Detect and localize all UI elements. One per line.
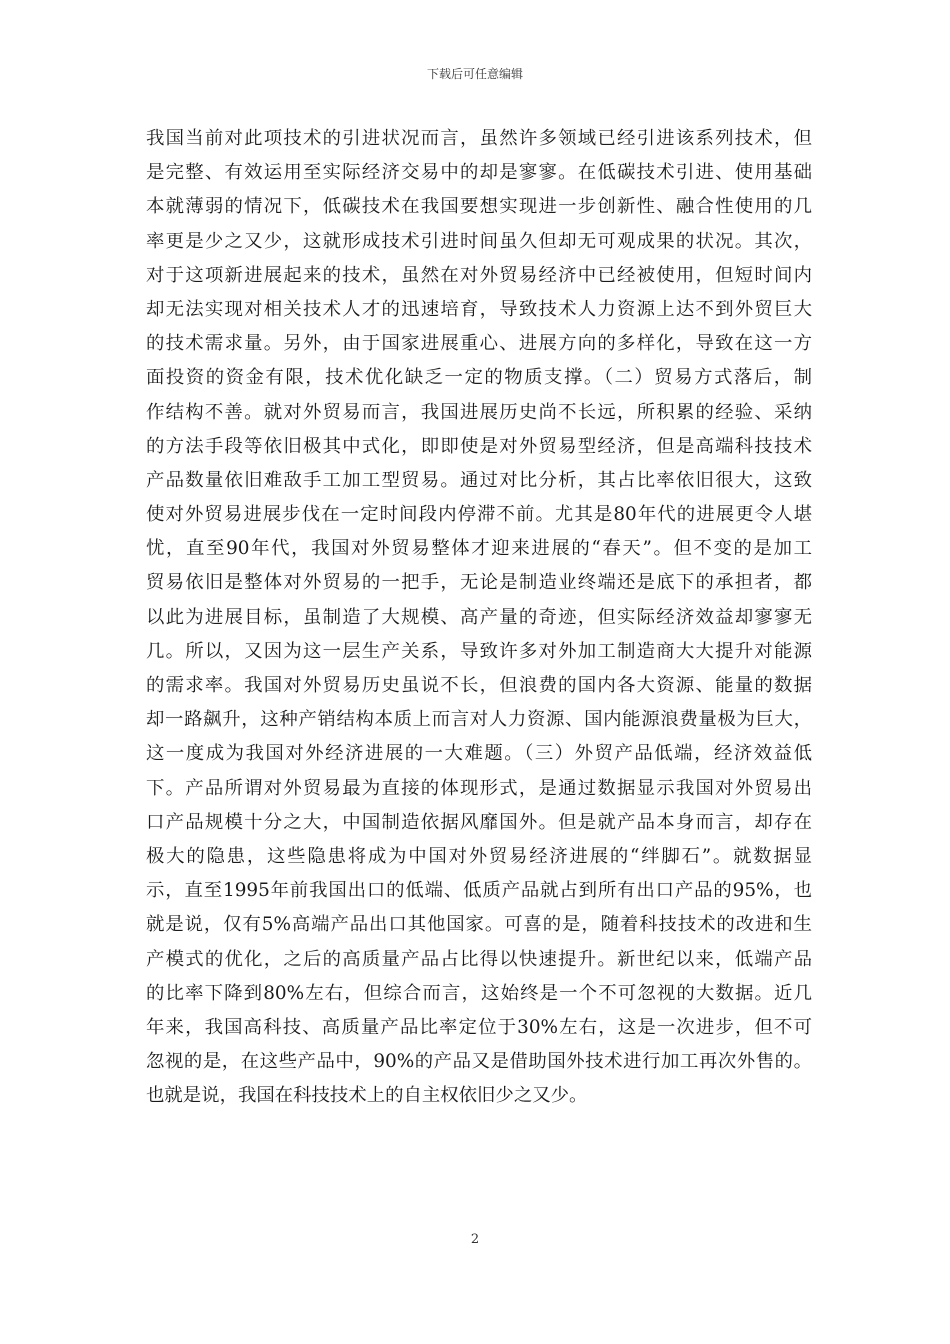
text-line: 本就薄弱的情况下，低碳技术在我国要想实现进一步创新性、融合性使用的几	[146, 196, 812, 218]
text-line: 是完整、有效运用至实际经济交易中的却是寥寥。在低碳技术引进、使用基础	[146, 162, 812, 184]
text-line: 以此为进展目标，虽制造了大规模、高产量的奇迹，但实际经济效益却寥寥无	[146, 606, 812, 628]
text-line: 就是说，仅有5%高端产品出口其他国家。可喜的是，随着科技技术的改进和生	[146, 914, 812, 936]
text-line: 口产品规模十分之大，中国制造依据风靡国外。但是就产品本身而言，却存在	[146, 811, 812, 833]
text-line: 贸易依旧是整体对外贸易的一把手，无论是制造业终端还是底下的承担者，都	[146, 572, 812, 594]
text-line: 却一路飙升，这种产销结构本质上而言对人力资源、国内能源浪费量极为巨大，	[146, 709, 812, 731]
text-line: 几。所以，又因为这一层生产关系，导致许多对外加工制造商大大提升对能源	[146, 640, 812, 662]
text-line: 对于这项新进展起来的技术，虽然在对外贸易经济中已经被使用，但短时间内	[146, 264, 812, 286]
text-line: 的比率下降到80%左右，但综合而言，这始终是一个不可忽视的大数据。近几	[146, 982, 812, 1004]
text-line: 也就是说，我国在科技技术上的自主权依旧少之又少。	[146, 1085, 588, 1107]
text-line: 的方法手段等依旧极其中式化，即即使是对外贸易型经济，但是高端科技技术	[146, 435, 812, 457]
text-line: 的技术需求量。另外，由于国家进展重心、进展方向的多样化，导致在这一方	[146, 333, 812, 355]
text-line: 下。产品所谓对外贸易最为直接的体现形式，是通过数据显示我国对外贸易出	[146, 777, 812, 799]
page-number: 2	[470, 1232, 480, 1247]
text-line: 示，直至1995年前我国出口的低端、低质产品就占到所有出口产品的95%，也	[146, 880, 812, 902]
text-line: 这一度成为我国对外经济进展的一大难题。（三）外贸产品低端，经济效益低	[146, 743, 812, 765]
text-line: 极大的隐患，这些隐患将成为中国对外贸易经济进展的“绊脚石”。就数据显	[146, 845, 812, 867]
text-line: 忽视的是，在这些产品中，90%的产品又是借助国外技术进行加工再次外售的。	[146, 1051, 812, 1073]
text-line: 面投资的资金有限，技术优化缺乏一定的物质支撑。（二）贸易方式落后，制	[146, 367, 812, 389]
text-line: 率更是少之又少，这就形成技术引进时间虽久但却无可观成果的状况。其次，	[146, 230, 812, 252]
text-line: 使对外贸易进展步伐在一定时间段内停滞不前。尤其是80年代的进展更令人堪	[146, 504, 812, 526]
text-line: 的需求率。我国对外贸易历史虽说不长，但浪费的国内各大资源、能量的数据	[146, 675, 812, 696]
body-text	[146, 122, 812, 1113]
text-line: 却无法实现对相关技术人才的迅速培育，导致技术人力资源上达不到外贸巨大	[146, 298, 812, 320]
text-line: 作结构不善。就对外贸易而言，我国进展历史尚不长远，所积累的经验、采纳	[146, 401, 812, 423]
text-line: 我国当前对此项技术的引进状况而言，虽然许多领域已经引进该系列技术，但	[146, 128, 812, 149]
page-header: 下载后可任意编辑	[426, 67, 523, 81]
text-line: 忧，直至90年代，我国对外贸易整体才迎来进展的“春天”。但不变的是加工	[146, 538, 812, 560]
text-line: 年来，我国高科技、高质量产品比率定位于30%左右，这是一次进步，但不可	[146, 1016, 812, 1038]
text-line: 产模式的优化，之后的高质量产品占比得以快速提升。新世纪以来，低端产品	[146, 948, 812, 970]
text-line: 产品数量依旧难敌手工加工型贸易。通过对比分析，其占比率依旧很大，这致	[146, 469, 812, 491]
